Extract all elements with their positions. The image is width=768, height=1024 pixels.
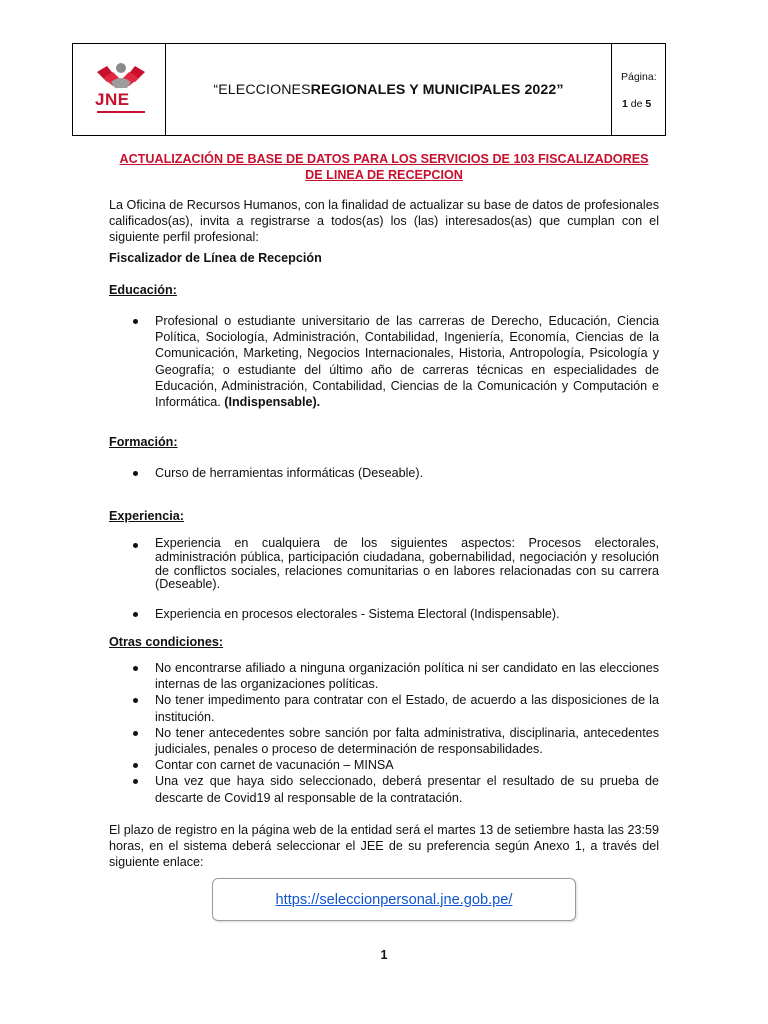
header-title	[166, 44, 612, 135]
other-item-text: Contar con carnet de vacunación – MINSA	[155, 758, 394, 773]
education-item-text: Profesional o estudiante universitario de las carreras de Derecho, Educación, Ciencia Política, Sociología, Administración, Contabilidad, Ingeniería, Economía, Ciencias de la Comunicación, Marketing, Negocios Internacionales, Historia, Antropología, Psicología y Geografía; o estudiante del último año de carreras técnicas en especialidades de Educación, Administración, Contabilidad, Ciencias de la Comunicación y Computación e Informática.	[155, 314, 659, 410]
other-conditions-list	[109, 660, 659, 806]
document-title	[108, 151, 660, 183]
list-item	[109, 773, 659, 805]
education-item-bold: (Indispensable).	[224, 395, 321, 410]
page-of: de	[627, 98, 646, 110]
list-item	[109, 757, 659, 773]
document-title-line2: DE LINEA DE RECEPCION	[305, 168, 463, 182]
logo-text: JNE	[95, 90, 130, 109]
closing-paragraph: El plazo de registro en la página web de la entidad será el martes 13 de setiembre hasta las 23:59 horas, en el sistema deberá seleccionar el JEE de su preferencia según Anexo 1, a través del siguiente enlace:	[109, 823, 659, 869]
bullet-icon	[133, 666, 138, 671]
list-item	[109, 313, 659, 410]
education-heading: Educación:	[109, 283, 177, 297]
document-header	[72, 43, 666, 136]
bullet-icon	[133, 779, 138, 784]
page-total: 5	[645, 98, 652, 110]
document-title-line1: ACTUALIZACIÓN DE BASE DE DATOS PARA LOS SERVICIOS DE 103 FISCALIZADORES	[119, 152, 649, 166]
list-item	[109, 537, 659, 592]
bullet-icon	[133, 698, 138, 703]
list-item	[109, 606, 659, 622]
bullet-icon	[133, 471, 138, 476]
page-label: Página:	[621, 71, 657, 83]
bullet-icon	[133, 543, 138, 548]
other-item-text: No tener impedimento para contratar con el Estado, de acuerdo a las disposiciones de la institución.	[155, 693, 659, 724]
page-current: 1	[622, 98, 628, 110]
bullet-icon	[133, 731, 138, 736]
page-count	[622, 98, 651, 110]
bullet-icon	[133, 612, 138, 617]
logo-cell	[73, 44, 166, 135]
list-item	[109, 692, 659, 724]
bullet-icon	[133, 319, 138, 324]
training-list	[109, 465, 659, 481]
experience-item-text: Experiencia en procesos electorales - Sistema Electoral (Indispensable).	[155, 607, 560, 622]
training-heading: Formación:	[109, 435, 178, 449]
other-item-text: No tener antecedentes sobre sanción por falta administrativa, disciplinaria, antecedentes judiciales, penales o proceso de determinación de responsabilidades.	[155, 725, 659, 757]
experience-list	[109, 537, 659, 622]
profile-title: Fiscalizador de Línea de Recepción	[109, 251, 322, 265]
bullet-icon	[133, 763, 138, 768]
header-title-prefix: “ELECCIONES	[213, 81, 311, 98]
header-title-main: REGIONALES Y MUNICIPALES 2022”	[310, 81, 564, 98]
jne-logo-icon	[93, 58, 149, 120]
other-conditions-heading: Otras condiciones:	[109, 635, 224, 649]
experience-item-text: Experiencia en cualquiera de los siguientes aspectos: Procesos electorales, administración pública, participación ciudadana, gobernabilidad, negociación y resolución de conflictos sociales, relaciones comunitarias o en labores relacionadas con su carrera (Deseable).	[155, 536, 659, 592]
intro-paragraph: La Oficina de Recursos Humanos, con la finalidad de actualizar su base de datos de profesionales calificados(as), invita a registrarse a todos(as) los (las) interesados(as) que cumplan con el siguiente perfil profesional:	[109, 198, 659, 244]
registration-link-box	[212, 878, 576, 921]
education-list	[109, 313, 659, 410]
list-item	[109, 465, 659, 481]
other-item-text: No encontrarse afiliado a ninguna organización política ni ser candidato en las elecciones internas de las organizaciones políticas.	[155, 661, 659, 692]
training-item-text: Curso de herramientas informáticas (Deseable).	[155, 466, 424, 480]
page-indicator-cell	[612, 44, 665, 135]
experience-heading: Experiencia:	[109, 509, 184, 523]
registration-link[interactable]: https://seleccionpersonal.jne.gob.pe/	[275, 891, 513, 908]
page-number: 1	[380, 948, 388, 962]
list-item	[109, 660, 659, 692]
list-item	[109, 725, 659, 757]
other-item-text: Una vez que haya sido seleccionado, deberá presentar el resultado de su prueba de descarte de Covid19 al responsable de la contratación.	[155, 774, 659, 805]
